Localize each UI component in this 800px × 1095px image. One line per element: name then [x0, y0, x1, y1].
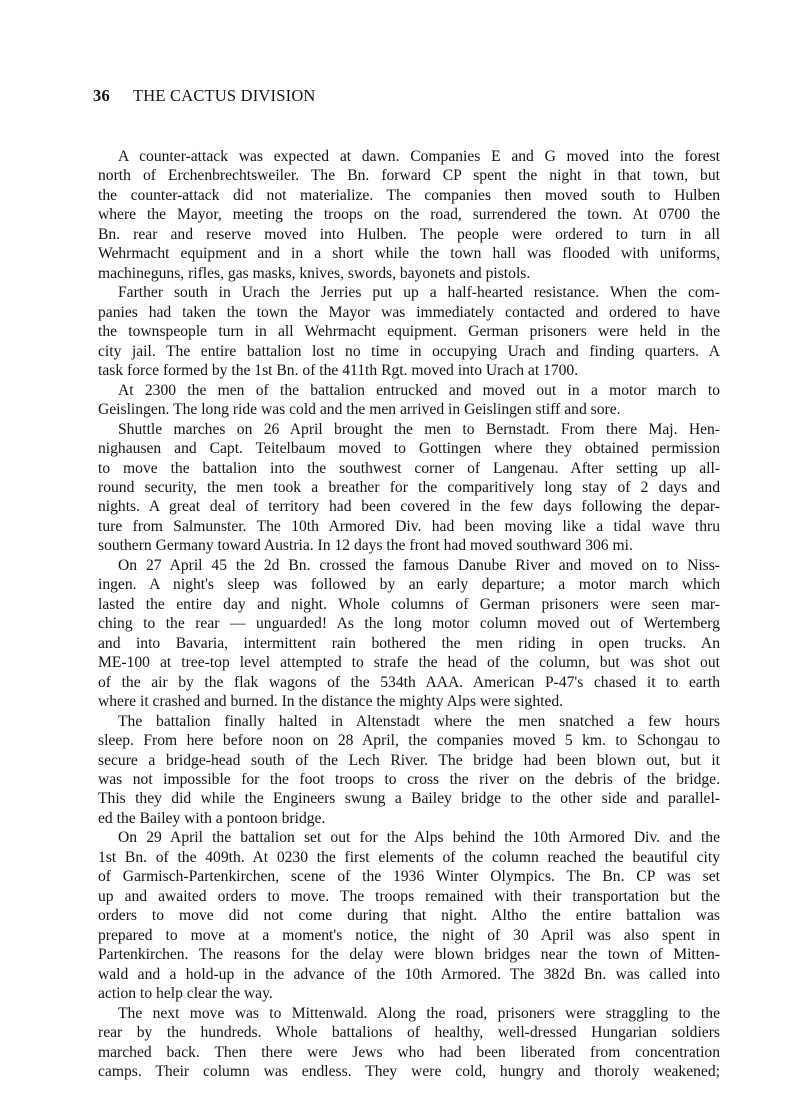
text-line: Partenkirchen. The reasons for the delay were blown bridges near the town of Mitten- [98, 946, 720, 964]
text-line: north of Erchenbrechtsweiler. The Bn. forward CP spent the night in that town, but [98, 167, 720, 185]
text-line: task force formed by the 1st Bn. of the 411th Rgt. moved into Urach at 1700. [98, 362, 579, 380]
text-line: and into Bavaria, intermittent rain bothered the men riding in open trucks. An [98, 634, 720, 652]
text-line: round security, the men took a breather for the comparitively long stay of 2 days and [98, 478, 720, 496]
text-line: Shuttle marches on 26 April brought the men to Bernstadt. From there Maj. Hen- [118, 420, 720, 438]
text-line: secure a bridge-head south of the Lech River. The bridge had been blown out, but it [98, 751, 720, 769]
book-title: THE CACTUS DIVISION [133, 86, 316, 105]
text-line: Geislingen. The long ride was cold and the men arrived in Geislingen stiff and sore. [98, 401, 621, 419]
text-line: was not impossible for the foot troops to cross the river on the debris of the bridge. [98, 771, 720, 788]
text-line: orders to move did not come during that night. Altho the entire battalion was [98, 907, 720, 925]
page-number: 36 [93, 86, 110, 105]
text-line: 1st Bn. of the 409th. At 0230 the first elements of the column reached the beautiful city [98, 848, 720, 866]
text-line: camps. Their column was endless. They were cold, hungry and thoroly weakened; [98, 1063, 720, 1081]
text-line: This they did while the Engineers swung a Bailey bridge to the other side and parallel- [98, 790, 720, 808]
text-line: the counter-attack did not materialize. The companies then moved south to Hulben [98, 186, 720, 204]
text-line: where the Mayor, meeting the troops on the road, surrendered the town. At 0700 the [98, 206, 720, 224]
text-line: where it crashed and burned. In the distance the mighty Alps were sighted. [98, 693, 564, 711]
running-head [93, 86, 316, 106]
text-line: Bn. rear and reserve moved into Hulben. The people were ordered to turn in all [98, 225, 720, 243]
text-line: the townspeople turn in all Wehrmacht equipment. German prisoners were held in the [98, 323, 720, 341]
text-line: Wehrmacht equipment and in a short while the town hall was flooded with uniforms, [98, 245, 720, 263]
text-line: ingen. A night's sleep was followed by an early departure; a motor march which [98, 576, 720, 594]
text-line: nights. A great deal of territory had been covered in the few days following the depar- [98, 498, 720, 516]
text-line: At 2300 the men of the battalion entrucked and moved out in a motor march to [118, 381, 720, 399]
text-line: marched back. Then there were Jews who had been liberated from concentration [98, 1043, 720, 1061]
text-line: sleep. From here before noon on 28 April, the companies moved 5 km. to Schongau to [98, 732, 720, 750]
text-line: prepared to move at a moment's notice, the night of 30 April was also spent in [98, 926, 720, 944]
text-line: Farther south in Urach the Jerries put up a half-hearted resistance. When the com- [118, 284, 720, 302]
text-line: A counter-attack was expected at dawn. Companies E and G moved into the forest [118, 148, 720, 165]
text-line: lasted the entire day and night. Whole columns of German prisoners were seen mar- [98, 595, 720, 613]
text-line: ching to the rear — unguarded! As the long motor column moved out of Wertemberg [98, 615, 720, 633]
text-line: panies had taken the town the Mayor was immediately contacted and ordered to have [98, 303, 720, 321]
text-line: The next move was to Mittenwald. Along the road, prisoners were straggling to the [118, 1004, 720, 1022]
text-line: On 27 April 45 the 2d Bn. crossed the famous Danube River and moved on to Niss- [118, 556, 720, 574]
body-text [98, 147, 720, 1082]
text-line: city jail. The entire battalion lost no time in occupying Urach and finding quarters. A [98, 342, 720, 360]
text-line: ed the Bailey with a pontoon bridge. [98, 809, 326, 827]
text-line: to move the battalion into the southwest corner of Langenau. After setting up all- [98, 459, 720, 477]
text-line: machineguns, rifles, gas masks, knives, swords, bayonets and pistols. [98, 264, 531, 282]
text-line: up and awaited orders to move. The troops remained with their transportation but the [98, 887, 720, 905]
text-line: nighausen and Capt. Teitelbaum moved to Gottingen where they obtained permission [98, 440, 720, 458]
text-line: rear by the hundreds. Whole battalions of healthy, well-dressed Hungarian soldiers [98, 1024, 720, 1042]
text-line: The battalion finally halted in Altenstadt where the men snatched a few hours [118, 712, 720, 730]
text-line: of Garmisch-Partenkirchen, scene of the 1936 Winter Olympics. The Bn. CP was set [98, 868, 720, 886]
text-line: southern Germany toward Austria. In 12 days the front had moved southward 306 mi. [98, 537, 633, 555]
text-line: wald and a hold-up in the advance of the 10th Armored. The 382d Bn. was called into [98, 965, 720, 983]
text-line: action to help clear the way. [98, 985, 273, 1003]
text-line: On 29 April the battalion set out for the Alps behind the 10th Armored Div. and the [118, 829, 720, 847]
text-line: ture from Salmunster. The 10th Armored Div. had been moving like a tidal wave thru [98, 517, 720, 535]
text-line: of the air by the flak wagons of the 534th AAA. American P-47's chased it to earth [98, 673, 720, 691]
text-line: ME-100 at tree-top level attempted to strafe the head of the column, but was shot out [98, 654, 720, 672]
